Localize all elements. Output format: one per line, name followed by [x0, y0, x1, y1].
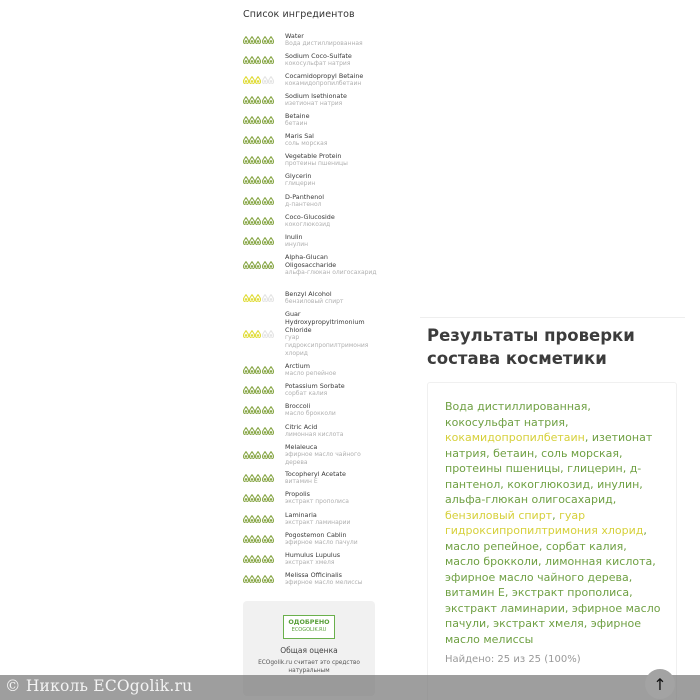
ingredient-ru-name: витамин Е — [285, 478, 318, 485]
drop-icon — [249, 294, 255, 302]
drop-icon — [268, 427, 274, 435]
drop-icon — [243, 36, 249, 44]
rating-drops — [243, 116, 285, 124]
rating-drops — [243, 406, 285, 414]
rating-drops — [243, 237, 285, 245]
drop-icon — [268, 515, 274, 523]
drop-icon — [268, 76, 274, 84]
ingredient-row[interactable] — [243, 193, 378, 209]
ingredient-row[interactable] — [243, 310, 378, 358]
ingredient-ru-name: протеины пшеницы — [285, 160, 348, 167]
results-found: Найдено: 25 из 25 (100%) — [445, 654, 581, 665]
ingredient-ru-name: Вода дистиллированная — [285, 40, 363, 47]
ingredient-ru-name: лимонная кислота — [285, 431, 344, 438]
ingredient-ru-name: инулин — [285, 241, 309, 248]
drop-icon — [243, 386, 249, 394]
drop-icon — [249, 36, 255, 44]
drop-icon — [255, 156, 261, 164]
ingredient-ru-name: альфа-глюкан олигосахарид — [285, 269, 377, 276]
drop-icon — [249, 96, 255, 104]
drop-icon — [255, 36, 261, 44]
result-ingredient: масло репейное — [445, 539, 539, 553]
drop-icon — [243, 176, 249, 184]
drop-icon — [255, 116, 261, 124]
ingredient-row[interactable] — [243, 132, 378, 148]
drop-icon — [268, 116, 274, 124]
ingredient-ru-name: масло репейное — [285, 370, 337, 377]
ingredient-name: Melissa Officinalis — [285, 571, 342, 579]
drop-icon — [249, 176, 255, 184]
ingredient-ru-name: кокамидопропилбетаин — [285, 80, 362, 87]
drop-icon — [262, 535, 268, 543]
result-ingredient: эфирное масло пачули — [445, 601, 661, 630]
drop-icon — [249, 555, 255, 563]
drop-icon — [255, 197, 261, 205]
ingredient-name: Humulus Lupulus — [285, 551, 341, 559]
drop-icon — [262, 474, 268, 482]
result-ingredient: эфирное масло мелиссы — [445, 617, 642, 646]
drop-icon — [268, 535, 274, 543]
result-ingredient: изетионат натрия — [445, 431, 653, 460]
drop-icon — [255, 294, 261, 302]
rating-drops — [243, 156, 285, 164]
results-title: Результаты проверки состава косметики — [427, 326, 635, 368]
drop-icon — [249, 136, 255, 144]
drop-icon — [255, 56, 261, 64]
rating-drops — [243, 366, 285, 374]
drop-icon — [268, 237, 274, 245]
drop-icon — [249, 261, 255, 269]
drop-icon — [243, 237, 249, 245]
ingredient-text — [285, 213, 377, 229]
rating-drops — [243, 451, 285, 459]
ingredient-row[interactable] — [243, 233, 378, 249]
drop-icon — [243, 96, 249, 104]
ingredient-name: Benzyl Alcohol — [285, 290, 332, 298]
drop-icon — [262, 56, 268, 64]
drop-icon — [243, 156, 249, 164]
ingredient-row[interactable] — [243, 531, 378, 547]
drop-icon — [268, 451, 274, 459]
ingredient-row[interactable] — [243, 511, 378, 527]
badge-line1: ОДОБРЕНО — [288, 618, 330, 626]
drop-icon — [249, 494, 255, 502]
scroll-top-button[interactable] — [645, 669, 675, 699]
ingredient-name: Potassium Sorbate — [285, 382, 345, 390]
ingredient-row[interactable] — [243, 213, 378, 229]
drop-icon — [268, 330, 274, 338]
result-ingredient: кокосульфат натрия — [445, 415, 565, 429]
rating-drops — [243, 197, 285, 205]
ingredient-row[interactable] — [243, 253, 378, 277]
ingredient-row[interactable] — [243, 290, 378, 306]
ingredient-name: Vegetable Protein — [285, 152, 342, 160]
drop-icon — [243, 56, 249, 64]
result-ingredient: бетаин — [493, 446, 535, 460]
drop-icon — [268, 96, 274, 104]
drop-icon — [255, 330, 261, 338]
ingredient-ru-name: экстракт хмеля — [285, 559, 335, 566]
rating-drops — [243, 136, 285, 144]
ingredient-name: Inulin — [285, 233, 303, 241]
drop-icon — [268, 56, 274, 64]
drop-icon — [268, 474, 274, 482]
result-ingredient: протеины пшеницы — [445, 462, 561, 475]
drop-icon — [268, 406, 274, 414]
drop-icon — [262, 217, 268, 225]
rating-drops — [243, 330, 285, 338]
drop-icon — [255, 555, 261, 563]
ingredient-text — [285, 402, 377, 418]
drop-icon — [249, 406, 255, 414]
rating-drops — [243, 56, 285, 64]
ingredient-name: Laminaria — [285, 511, 317, 519]
ingredient-name: Guar Hydroxypropyltrimonium Chloride — [285, 310, 365, 334]
ingredient-text — [285, 193, 377, 209]
result-ingredient: инулин — [597, 477, 640, 491]
drop-icon — [249, 515, 255, 523]
rating-drops — [243, 575, 285, 583]
ingredient-row[interactable] — [243, 172, 378, 188]
ingredient-text — [285, 253, 377, 277]
results-ingredients-text: Вода дистиллированная, кокосульфат натрия, кокамидопропилбетаин, изетионат натрия, бетаин, соль морская, протеины пшеницы, глицерин, д-пантенол, кокоглюкозид, инулин, альфа-глюкан олигосахарид, бензиловый спирт, гуар гидроксипропилтримония хлорид, масло репейное, сорбат калия, масло брокколи, лимонная кислота, эфирное масло чайного дерева, витамин Е, экстракт прополиса, экстракт ламинарии, эфирное масло пачули, экстракт хмеля, эфирное масло мелиссы — [445, 400, 661, 646]
drop-icon — [249, 197, 255, 205]
drop-icon — [262, 76, 268, 84]
ingredient-ru-name: гуар гидроксипропилтримония хлорид — [285, 334, 369, 357]
ingredient-row[interactable] — [243, 32, 378, 48]
ingredient-ru-name: глицерин — [285, 180, 316, 187]
rating-drops — [243, 76, 285, 84]
drop-icon — [255, 494, 261, 502]
drop-icon — [255, 366, 261, 374]
ingredient-name: Betaine — [285, 112, 310, 120]
drop-icon — [268, 366, 274, 374]
result-ingredient: масло брокколи — [445, 555, 539, 568]
ingredient-ru-name: кокосульфат натрия — [285, 60, 351, 67]
ingredient-ru-name: экстракт прополиса — [285, 498, 349, 505]
ingredient-text — [285, 92, 377, 108]
result-ingredient: экстракт хмеля — [493, 617, 584, 630]
drop-icon — [262, 555, 268, 563]
drop-icon — [249, 575, 255, 583]
drop-icon — [262, 406, 268, 414]
rating-label: Общая оценка — [280, 646, 338, 655]
ingredient-text — [285, 490, 377, 506]
drop-icon — [262, 494, 268, 502]
drop-icon — [255, 261, 261, 269]
ingredient-row[interactable] — [243, 152, 378, 168]
drop-icon — [255, 515, 261, 523]
ingredient-text — [285, 290, 377, 306]
rating-drops — [243, 515, 285, 523]
drop-icon — [249, 386, 255, 394]
ingredient-name: Glycerin — [285, 172, 312, 180]
drop-icon — [268, 176, 274, 184]
drop-icon — [262, 237, 268, 245]
result-ingredient: Вода дистиллированная — [445, 400, 588, 413]
result-ingredient: эфирное масло чайного дерева — [445, 570, 629, 584]
ingredient-ru-name: эфирное масло мелиссы — [285, 579, 363, 586]
result-ingredient: д-пантенол — [445, 462, 642, 491]
rating-note: ECOgolik.ru считает это средство натуральным — [249, 659, 369, 675]
drop-icon — [255, 217, 261, 225]
drop-icon — [249, 56, 255, 64]
ingredient-text — [285, 571, 377, 587]
drop-icon — [255, 237, 261, 245]
drop-icon — [249, 366, 255, 374]
rating-drops — [243, 427, 285, 435]
ingredient-text — [285, 132, 377, 148]
ingredient-text — [285, 32, 377, 48]
drop-icon — [262, 197, 268, 205]
rating-drops — [243, 36, 285, 44]
drop-icon — [243, 197, 249, 205]
ingredient-text — [285, 443, 377, 467]
drop-icon — [243, 76, 249, 84]
result-ingredient: экстракт прополиса — [511, 586, 630, 599]
ingredient-name: Alpha-Glucan Oligosaccharide — [285, 253, 337, 269]
drop-icon — [243, 474, 249, 482]
drop-icon — [262, 427, 268, 435]
rating-drops — [243, 555, 285, 563]
drop-icon — [262, 96, 268, 104]
drop-icon — [243, 330, 249, 338]
ingredient-text — [285, 511, 377, 527]
drop-icon — [243, 366, 249, 374]
ingredient-name: Sodium Isethionate — [285, 92, 347, 100]
ingredient-name: Maris Sal — [285, 132, 314, 140]
ingredient-text — [285, 310, 377, 358]
drop-icon — [268, 386, 274, 394]
ingredient-ru-name: масло брокколи — [285, 410, 336, 417]
ingredient-text — [285, 72, 377, 88]
drop-icon — [262, 366, 268, 374]
drop-icon — [268, 494, 274, 502]
drop-icon — [249, 451, 255, 459]
ingredient-ru-name: соль морская — [285, 140, 328, 147]
drop-icon — [262, 294, 268, 302]
drop-icon — [243, 494, 249, 502]
ingredient-ru-name: эфирное масло пачули — [285, 539, 358, 546]
drop-icon — [243, 136, 249, 144]
drop-icon — [249, 330, 255, 338]
drop-icon — [268, 197, 274, 205]
ingredient-text — [285, 423, 377, 439]
result-ingredient: соль морская — [541, 446, 619, 460]
drop-icon — [262, 116, 268, 124]
ingredient-row[interactable] — [243, 490, 378, 506]
result-ingredient: витамин Е — [445, 586, 505, 599]
result-ingredient: сорбат калия — [545, 539, 624, 553]
arrow-up-icon: ↑ — [653, 674, 667, 694]
drop-icon — [249, 237, 255, 245]
drop-icon — [243, 427, 249, 435]
drop-icon — [262, 261, 268, 269]
ingredient-ru-name: кокоглюкозид — [285, 221, 331, 228]
drop-icon — [255, 136, 261, 144]
drop-icon — [243, 451, 249, 459]
drop-icon — [255, 96, 261, 104]
rating-drops — [243, 261, 285, 269]
drop-icon — [255, 451, 261, 459]
result-ingredient: бензиловый спирт — [445, 508, 553, 522]
drop-icon — [243, 535, 249, 543]
drop-icon — [262, 156, 268, 164]
drop-icon — [268, 136, 274, 144]
drop-icon — [262, 330, 268, 338]
ingredient-name: Arctium — [285, 362, 310, 370]
ingredient-ru-name: д-пантенол — [285, 201, 322, 208]
rating-drops — [243, 96, 285, 104]
ingredient-row[interactable] — [243, 52, 378, 68]
drop-icon — [262, 176, 268, 184]
ingredient-row[interactable] — [243, 443, 378, 467]
badge-line2: ECOGOLIK.RU — [291, 627, 327, 633]
ingredient-ru-name: бетаин — [285, 120, 308, 127]
ingredient-row[interactable] — [243, 402, 378, 418]
rating-drops — [243, 494, 285, 502]
ingredient-text — [285, 52, 377, 68]
ingredient-name: Propolis — [285, 490, 310, 498]
result-ingredient: альфа-глюкан олигосахарид — [445, 493, 613, 506]
ingredient-text — [285, 382, 377, 398]
ingredient-name: Coco-Glucoside — [285, 213, 335, 221]
drop-icon — [262, 36, 268, 44]
drop-icon — [262, 386, 268, 394]
drop-icon — [243, 217, 249, 225]
drop-icon — [262, 575, 268, 583]
ingredient-name: Citric Acid — [285, 423, 318, 431]
drop-icon — [268, 294, 274, 302]
ingredient-name: D-Panthenol — [285, 193, 324, 201]
drop-icon — [255, 474, 261, 482]
drop-icon — [255, 176, 261, 184]
ingredient-row[interactable] — [243, 571, 378, 587]
drop-icon — [268, 36, 274, 44]
drop-icon — [249, 474, 255, 482]
drop-icon — [255, 386, 261, 394]
watermark-text: © Николь ECOgolik.ru — [5, 677, 193, 695]
ingredient-ru-name: изетионат натрия — [285, 100, 343, 107]
ingredients-title: Список ингредиентов — [243, 9, 355, 20]
ingredient-ru-name: бензиловый спирт — [285, 298, 344, 305]
drop-icon — [262, 136, 268, 144]
drop-icon — [255, 535, 261, 543]
result-ingredient: экстракт ламинарии — [445, 601, 565, 615]
result-ingredient: глицерин — [567, 462, 623, 475]
drop-icon — [243, 261, 249, 269]
drop-icon — [243, 294, 249, 302]
drop-icon — [249, 156, 255, 164]
rating-drops — [243, 294, 285, 302]
drop-icon — [262, 451, 268, 459]
result-ingredient: гуар гидроксипропилтримония хлорид — [445, 508, 644, 537]
drop-icon — [268, 261, 274, 269]
drop-icon — [249, 217, 255, 225]
drop-icon — [268, 575, 274, 583]
drop-icon — [243, 515, 249, 523]
ingredient-name: Pogostemon Cablin — [285, 531, 347, 539]
ingredient-ru-name: сорбат калия — [285, 390, 328, 397]
drop-icon — [249, 76, 255, 84]
ingredient-row[interactable] — [243, 72, 378, 88]
ingredient-row[interactable] — [243, 551, 378, 567]
rating-drops — [243, 535, 285, 543]
ingredient-text — [285, 362, 377, 378]
ingredient-row[interactable] — [243, 470, 378, 486]
ingredient-row[interactable] — [243, 92, 378, 108]
rating-drops — [243, 386, 285, 394]
drop-icon — [255, 406, 261, 414]
ingredient-name: Broccoli — [285, 402, 311, 410]
drop-icon — [255, 76, 261, 84]
drop-icon — [249, 427, 255, 435]
ingredient-row[interactable] — [243, 423, 378, 439]
drop-icon — [243, 116, 249, 124]
drop-icon — [268, 555, 274, 563]
rating-drops — [243, 474, 285, 482]
ingredient-text — [285, 551, 377, 567]
drop-icon — [243, 575, 249, 583]
ingredient-text — [285, 112, 377, 128]
drop-icon — [262, 515, 268, 523]
ingredient-ru-name: экстракт ламинарии — [285, 519, 351, 526]
ingredient-row[interactable] — [243, 362, 378, 378]
ingredient-name: Sodium Coco-Sulfate — [285, 52, 352, 60]
ingredient-name: Tocopheryl Acetate — [285, 470, 346, 478]
result-ingredient: кокоглюкозид — [507, 477, 591, 491]
ingredient-row[interactable] — [243, 112, 378, 128]
ingredient-name: Water — [285, 32, 304, 40]
results-divider — [420, 317, 685, 318]
ingredient-text — [285, 531, 377, 547]
drop-icon — [243, 555, 249, 563]
rating-drops — [243, 217, 285, 225]
ingredient-text — [285, 233, 377, 249]
ingredient-name: Melaleuca — [285, 443, 318, 451]
drop-icon — [268, 156, 274, 164]
drop-icon — [249, 535, 255, 543]
drop-icon — [255, 575, 261, 583]
result-ingredient: лимонная кислота — [545, 555, 653, 568]
drop-icon — [268, 217, 274, 225]
drop-icon — [243, 406, 249, 414]
rating-drops — [243, 176, 285, 184]
ingredient-text — [285, 172, 377, 188]
approved-badge — [283, 615, 335, 639]
ingredient-name: Cocamidopropyl Betaine — [285, 72, 364, 80]
drop-icon — [255, 427, 261, 435]
ingredient-text — [285, 470, 377, 486]
drop-icon — [249, 116, 255, 124]
result-ingredient: кокамидопропилбетаин — [445, 431, 585, 444]
ingredient-row[interactable] — [243, 382, 378, 398]
ingredient-text — [285, 152, 377, 168]
ingredient-ru-name: эфирное масло чайного дерева — [285, 451, 361, 466]
